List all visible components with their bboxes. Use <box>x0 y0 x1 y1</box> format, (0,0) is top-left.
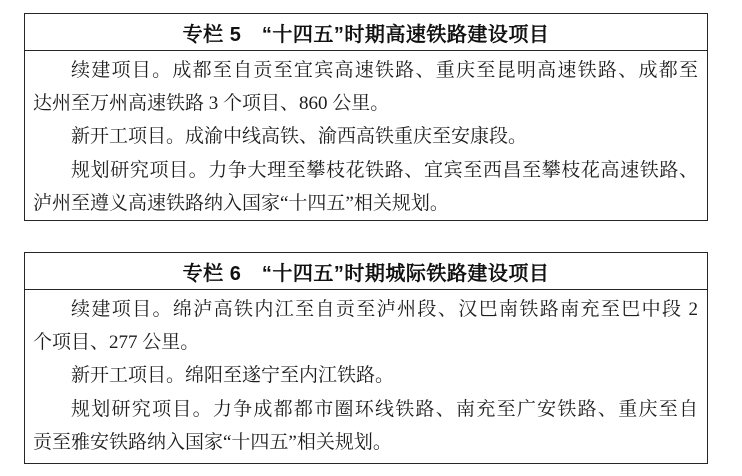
paragraph-line: 新开工项目。绵阳至遂宁至内江铁路。 <box>71 365 395 387</box>
column-box-6 <box>24 252 708 464</box>
column-box-6-body <box>25 290 707 459</box>
paragraph-line: 贡至雅安铁路纳入国家“十四五”相关规划。 <box>33 431 392 453</box>
paragraph-line: 续建项目。成都至自贡至宜宾高速铁路、重庆至昆明高速铁路、成都至 <box>71 60 698 81</box>
paragraph-line: 规划研究项目。力争成都都市圈环线铁路、南充至广安铁路、重庆至自 <box>71 398 698 420</box>
column-box-5 <box>24 13 708 221</box>
column-box-5-title: 专栏 5 “十四五”时期高速铁路建设项目 <box>25 14 707 51</box>
column-box-6-title: 专栏 6 “十四五”时期城际铁路建设项目 <box>25 253 707 290</box>
paragraph-line: 续建项目。绵泸高铁内江至自贡至泸州段、汉巴南铁路南充至巴中段 2 <box>71 299 698 320</box>
paragraph-line: 达州至万州高速铁路 3 个项目、860 公里。 <box>33 93 390 115</box>
paragraph-line: 个项目、277 公里。 <box>33 332 200 354</box>
paragraph-line: 规划研究项目。力争大理至攀枝花铁路、宜宾至西昌至攀枝花高速铁路、 <box>71 159 698 181</box>
column-box-5-body <box>25 51 707 220</box>
paragraph-line: 泸州至遵义高速铁路纳入国家“十四五”相关规划。 <box>33 192 449 214</box>
paragraph-line: 新开工项目。成渝中线高铁、渝西高铁重庆至安康段。 <box>71 126 528 148</box>
